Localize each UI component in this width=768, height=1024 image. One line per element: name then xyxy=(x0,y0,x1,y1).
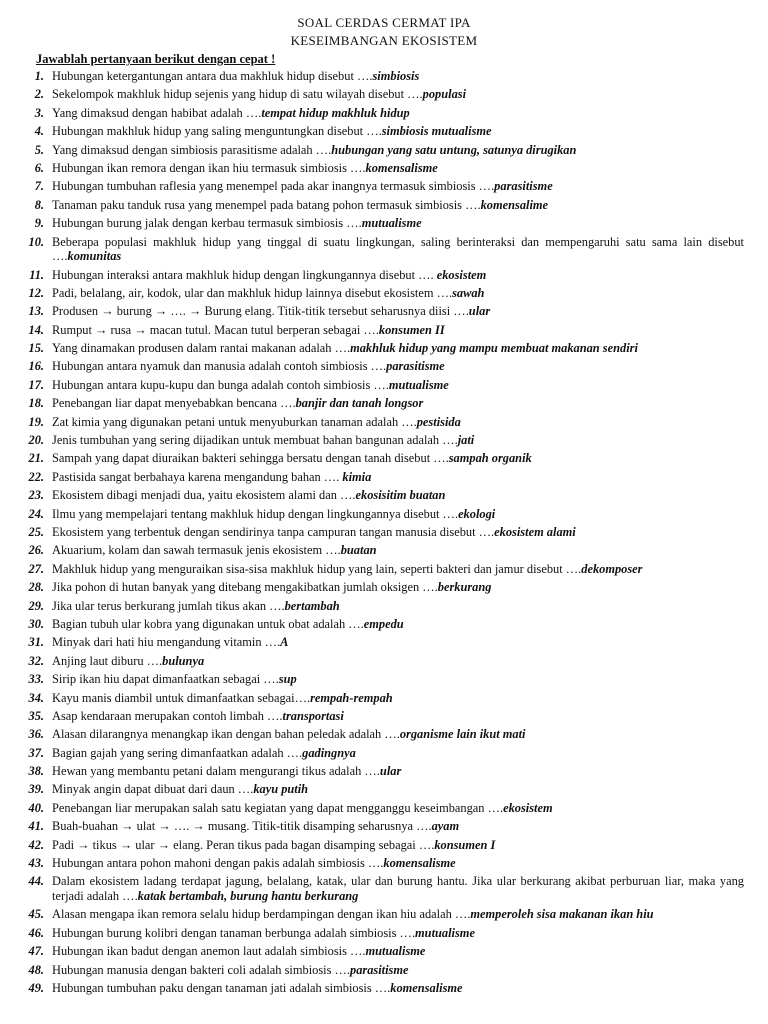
question-item xyxy=(0,487,768,505)
question-text: Makhluk hidup yang menguraikan sisa-sisa makhluk hidup yang lain, seperti bakteri dan jamur disebut …. xyxy=(52,561,582,576)
question-text: Sekelompok makhluk hidup sejenis yang hidup di satu wilayah disebut …. xyxy=(52,87,423,102)
question-body xyxy=(52,579,744,595)
question-body xyxy=(52,873,744,903)
question-body xyxy=(52,506,744,522)
question-body xyxy=(52,653,744,669)
question-number: 32. xyxy=(28,653,44,668)
question-item xyxy=(0,123,768,141)
question-item xyxy=(0,708,768,726)
question-number: 49. xyxy=(28,980,44,995)
question-number: 26. xyxy=(28,543,44,558)
question-item xyxy=(0,86,768,104)
question-text: Hubungan antara kupu-kupu dan bunga adalah contoh simbiosis …. xyxy=(52,377,389,392)
question-item xyxy=(0,763,768,781)
question-body xyxy=(52,800,744,816)
question-answer: dekomposer xyxy=(581,561,643,576)
question-text: Rumput → rusa → macan tutul. Macan tutul berperan sebagai …. xyxy=(52,322,379,337)
question-body xyxy=(52,303,744,319)
question-answer: ekologi xyxy=(458,506,496,521)
question-item xyxy=(0,542,768,560)
question-number: 19. xyxy=(28,414,44,429)
question-text: Bagian tubuh ular kobra yang digunakan untuk obat adalah …. xyxy=(52,616,364,631)
question-body xyxy=(52,105,744,121)
question-answer: pestisida xyxy=(416,414,461,429)
question-number: 8. xyxy=(34,197,44,212)
question-body xyxy=(52,763,744,779)
question-body xyxy=(52,414,744,430)
question-answer: ular xyxy=(468,304,491,319)
question-number: 28. xyxy=(28,580,44,595)
question-body xyxy=(52,726,744,742)
question-answer: rempah-rempah xyxy=(310,690,393,705)
question-text: Yang dimaksud dengan simbiosis parasitisme adalah …. xyxy=(52,142,332,157)
question-item xyxy=(0,68,768,86)
question-answer: sampah organik xyxy=(448,451,532,466)
question-body xyxy=(52,837,744,853)
question-body xyxy=(52,708,744,724)
question-text: Hubungan interaksi antara makhluk hidup dengan lingkungannya disebut …. xyxy=(52,267,437,282)
question-item xyxy=(0,267,768,285)
question-number: 42. xyxy=(28,837,44,852)
question-text: Ekosistem yang terbentuk dengan sendirinya tanpa campuran tangan manusia disebut …. xyxy=(52,524,495,539)
question-number: 22. xyxy=(28,469,44,484)
question-item xyxy=(0,671,768,689)
question-item xyxy=(0,906,768,924)
question-text: Hewan yang membantu petani dalam mengurangi tikus adalah …. xyxy=(52,764,380,779)
question-text: Akuarium, kolam dan sawah termasuk jenis ekosistem …. xyxy=(52,543,341,558)
question-answer: simbiosis xyxy=(372,69,420,83)
question-number: 34. xyxy=(28,690,44,705)
question-number: 37. xyxy=(28,745,44,760)
question-body xyxy=(52,322,744,338)
question-answer: ekosistem alami xyxy=(494,524,576,539)
question-body xyxy=(52,432,744,448)
question-body xyxy=(52,86,744,102)
question-item xyxy=(0,358,768,376)
question-number: 44. xyxy=(28,874,44,889)
question-item xyxy=(0,303,768,321)
question-number: 4. xyxy=(34,124,44,139)
question-text: Hubungan tumbuhan raflesia yang menempel pada akar inangnya termasuk simbiosis …. xyxy=(52,179,495,194)
question-text: Produsen → burung → …. → Burung elang. Titik-titik tersebut seharusnya diisi …. xyxy=(52,304,469,319)
question-text: Hubungan tumbuhan paku dengan tanaman jati adalah simbiosis …. xyxy=(52,980,391,995)
question-answer: komensalisme xyxy=(383,856,456,871)
question-body xyxy=(52,469,744,485)
question-answer: ekosistem xyxy=(436,267,487,282)
question-text: Zat kimia yang digunakan petani untuk menyuburkan tanaman adalah …. xyxy=(52,414,417,429)
question-text: Bagian gajah yang sering dimanfaatkan adalah …. xyxy=(52,745,303,760)
instruction-text: Jawablah pertanyaan berikut dengan cepat ! xyxy=(36,52,276,66)
question-answer: sup xyxy=(278,672,297,687)
question-answer: makhluk hidup yang mampu membuat makanan sendiri xyxy=(350,341,638,356)
question-answer: berkurang xyxy=(437,580,492,595)
question-answer: bulunya xyxy=(162,653,205,668)
question-answer: parasitisme xyxy=(350,962,409,977)
question-answer: mutualisme xyxy=(415,925,475,940)
question-answer: ayam xyxy=(431,819,460,834)
question-body xyxy=(52,377,744,393)
question-text: Pastisida sangat berbahaya karena mengandung bahan …. xyxy=(52,469,343,484)
question-item xyxy=(0,579,768,597)
question-text: Hubungan manusia dengan bakteri coli adalah simbiosis …. xyxy=(52,962,350,977)
question-item xyxy=(0,414,768,432)
question-answer: sawah xyxy=(452,285,485,300)
question-number: 20. xyxy=(28,433,44,448)
question-item xyxy=(0,855,768,873)
question-item xyxy=(0,962,768,980)
question-text: Hubungan antara pohon mahoni dengan pakis adalah simbiosis …. xyxy=(52,856,384,871)
question-answer: kayu putih xyxy=(253,782,309,797)
question-text: Jenis tumbuhan yang sering dijadikan untuk membuat bahan bangunan adalah …. xyxy=(52,433,458,448)
question-answer: mutualisme xyxy=(388,377,449,392)
question-item xyxy=(0,873,768,906)
question-number: 36. xyxy=(28,727,44,742)
question-number: 39. xyxy=(28,782,44,797)
question-text: Sampah yang dapat diuraikan bakteri sehingga bersatu dengan tanah disebut …. xyxy=(52,451,449,466)
question-item xyxy=(0,160,768,178)
question-number: 17. xyxy=(28,377,44,392)
question-answer: tempat hidup makhluk hidup xyxy=(261,105,410,120)
question-body xyxy=(52,197,744,213)
question-number: 18. xyxy=(28,396,44,411)
question-number: 3. xyxy=(34,105,44,120)
question-item xyxy=(0,690,768,708)
question-text: Yang dimaksud dengan habibat adalah …. xyxy=(52,105,262,120)
question-text: Padi → tikus → ular → elang. Peran tikus pada bagan disamping sebagai …. xyxy=(52,837,435,852)
question-text: Penebangan liar dapat menyebabkan bencana …. xyxy=(52,396,296,411)
question-text: Hubungan burung kolibri dengan tanaman berbunga adalah simbiosis …. xyxy=(52,925,416,940)
question-body xyxy=(52,745,744,761)
question-item xyxy=(0,432,768,450)
question-text: Ekosistem dibagi menjadi dua, yaitu ekosistem alami dan …. xyxy=(52,488,356,503)
question-number: 31. xyxy=(28,635,44,650)
question-text: Jika ular terus berkurang jumlah tikus akan …. xyxy=(52,598,285,613)
question-text: Penebangan liar merupakan salah satu kegiatan yang dapat mengganggu keseimbangan …. xyxy=(52,800,504,815)
question-number: 2. xyxy=(34,87,44,102)
question-body xyxy=(52,487,744,503)
question-body xyxy=(52,671,744,687)
question-body xyxy=(52,340,744,356)
question-answer: parasitisme xyxy=(386,359,445,374)
question-item xyxy=(0,506,768,524)
question-text: Buah-buahan → ulat → …. → musang. Titik-titik disamping seharusnya …. xyxy=(52,819,432,834)
question-body xyxy=(52,634,744,650)
question-text: Alasan dilarangnya menangkap ikan dengan bahan peledak adalah …. xyxy=(52,727,400,742)
question-item xyxy=(0,745,768,763)
question-number: 9. xyxy=(34,216,44,231)
question-answer: komensalime xyxy=(480,197,549,212)
question-number: 14. xyxy=(28,322,44,337)
question-answer: populasi xyxy=(422,87,467,102)
question-answer: organisme lain ikut mati xyxy=(399,727,526,742)
question-item xyxy=(0,322,768,340)
question-answer: hubungan yang satu untung, satunya dirugikan xyxy=(331,142,577,157)
question-number: 30. xyxy=(28,616,44,631)
question-body xyxy=(52,962,744,978)
question-item xyxy=(0,340,768,358)
question-item xyxy=(0,634,768,652)
question-answer: bertambah xyxy=(284,598,340,613)
question-list xyxy=(0,68,768,998)
question-item xyxy=(0,653,768,671)
question-answer: kimia xyxy=(342,469,372,484)
question-item xyxy=(0,142,768,160)
question-body xyxy=(52,781,744,797)
question-body xyxy=(52,285,744,301)
question-answer: ular xyxy=(379,764,402,779)
question-number: 25. xyxy=(28,524,44,539)
question-number: 48. xyxy=(28,962,44,977)
question-body xyxy=(52,616,744,632)
question-number: 13. xyxy=(28,304,44,319)
question-text: Dalam ekosistem ladang terdapat jagung, belalang, katak, ular dan burung hantu. Jika ular berkurang akibat perburuan liar, maka yang terjadi adalah …. xyxy=(52,874,744,903)
question-number: 21. xyxy=(28,451,44,466)
question-body xyxy=(52,358,744,374)
question-number: 41. xyxy=(28,819,44,834)
question-text: Anjing laut diburu …. xyxy=(52,653,163,668)
question-body xyxy=(52,142,744,158)
question-body xyxy=(52,234,744,264)
question-text: Hubungan ikan remora dengan ikan hiu termasuk simbiosis …. xyxy=(52,160,366,175)
question-answer: mutualisme xyxy=(365,944,426,959)
question-number: 43. xyxy=(28,856,44,871)
question-body xyxy=(52,524,744,540)
document-title: SOAL CERDAS CERMAT IPA xyxy=(297,15,471,30)
question-answer: jati xyxy=(457,433,475,448)
question-answer: empedu xyxy=(363,616,404,631)
question-item xyxy=(0,616,768,634)
question-number: 38. xyxy=(28,764,44,779)
question-number: 45. xyxy=(28,907,44,922)
question-number: 24. xyxy=(28,506,44,521)
question-answer: komensalisme xyxy=(390,980,463,995)
question-number: 40. xyxy=(28,800,44,815)
question-text: Hubungan ikan badut dengan anemon laut adalah simbiosis …. xyxy=(52,944,366,959)
question-answer: transportasi xyxy=(282,708,344,723)
document-subtitle: KESEIMBANGAN EKOSISTEM xyxy=(290,33,478,48)
question-item xyxy=(0,800,768,818)
question-number: 46. xyxy=(28,925,44,940)
question-answer: komunitas xyxy=(67,249,122,264)
question-number: 12. xyxy=(28,285,44,300)
question-item xyxy=(0,395,768,413)
question-number: 35. xyxy=(28,708,44,723)
question-body xyxy=(52,178,744,194)
question-number: 16. xyxy=(28,359,44,374)
question-item xyxy=(0,234,768,267)
question-body xyxy=(52,598,744,614)
question-number: 23. xyxy=(28,488,44,503)
question-body xyxy=(52,980,744,996)
question-item xyxy=(0,818,768,836)
question-item xyxy=(0,215,768,233)
question-text: Hubungan burung jalak dengan kerbau termasuk simbiosis …. xyxy=(52,216,362,231)
question-answer: banjir dan tanah longsor xyxy=(295,396,424,411)
question-body xyxy=(52,215,744,231)
question-text: Asap kendaraan merupakan contoh limbah …. xyxy=(52,708,283,723)
question-text: Alasan mengapa ikan remora selalu hidup berdampingan dengan ikan hiu adalah …. xyxy=(52,907,471,922)
question-body xyxy=(52,906,744,922)
question-answer: parasitisme xyxy=(494,179,553,194)
question-number: 47. xyxy=(28,944,44,959)
question-text: Ilmu yang mempelajari tentang makhluk hidup dengan lingkungannya disebut …. xyxy=(52,506,459,521)
question-body xyxy=(52,690,744,706)
question-body xyxy=(52,818,744,834)
question-item xyxy=(0,178,768,196)
question-answer: ekosistem xyxy=(503,800,553,815)
question-text: Minyak dari hati hiu mengandung vitamin …. xyxy=(52,635,281,650)
question-body xyxy=(52,542,744,558)
question-number: 27. xyxy=(28,561,44,576)
question-number: 15. xyxy=(28,341,44,356)
question-number: 11. xyxy=(29,267,44,282)
question-answer: mutualisme xyxy=(361,216,422,231)
question-text: Jika pohon di hutan banyak yang ditebang mengakibatkan jumlah oksigen …. xyxy=(52,580,438,595)
question-body xyxy=(52,123,744,139)
question-text: Tanaman paku tanduk rusa yang menempel pada batang pohon termasuk simbiosis …. xyxy=(52,197,481,212)
question-text: Hubungan ketergantungan antara dua makhluk hidup disebut …. xyxy=(52,69,373,83)
question-body xyxy=(52,267,744,283)
question-number: 33. xyxy=(28,672,44,687)
question-item xyxy=(0,598,768,616)
question-text: Sirip ikan hiu dapat dimanfaatkan sebagai …. xyxy=(52,672,279,687)
question-text: Kayu manis diambil untuk dimanfaatkan sebagai…. xyxy=(52,690,311,705)
question-answer: A xyxy=(280,635,289,650)
question-body xyxy=(52,68,744,84)
question-number: 6. xyxy=(34,160,44,175)
question-text: Beberapa populasi makhluk hidup yang tinggal di suatu lingkungan, saling berinteraksi dan mempengaruhi satu sama lain disebut …. xyxy=(52,234,744,264)
question-answer: gadingnya xyxy=(302,745,356,760)
question-item xyxy=(0,469,768,487)
question-answer: konsumen II xyxy=(378,322,445,337)
question-item xyxy=(0,524,768,542)
question-number: 29. xyxy=(28,598,44,613)
question-item xyxy=(0,726,768,744)
question-item xyxy=(0,837,768,855)
question-text: Yang dinamakan produsen dalam rantai makanan adalah …. xyxy=(52,341,351,356)
question-item xyxy=(0,450,768,468)
question-item xyxy=(0,197,768,215)
question-answer: katak bertambah, burung hantu berkurang xyxy=(137,888,359,903)
question-body xyxy=(52,925,744,941)
question-body xyxy=(52,450,744,466)
question-number: 1. xyxy=(34,69,44,83)
question-answer: memperoleh sisa makanan ikan hiu xyxy=(470,907,654,922)
question-number: 7. xyxy=(34,179,44,194)
question-number: 10. xyxy=(28,234,44,249)
question-body xyxy=(52,160,744,176)
question-text: Minyak angin dapat dibuat dari daun …. xyxy=(52,782,254,797)
question-answer: konsumen I xyxy=(434,837,496,852)
question-item xyxy=(0,925,768,943)
question-body xyxy=(52,943,744,959)
question-item xyxy=(0,377,768,395)
question-item xyxy=(0,285,768,303)
question-item xyxy=(0,561,768,579)
question-body xyxy=(52,561,744,577)
question-answer: buatan xyxy=(340,543,377,558)
question-body xyxy=(52,395,744,411)
question-item xyxy=(0,980,768,998)
question-answer: ekosisitim buatan xyxy=(355,488,446,503)
question-body xyxy=(52,855,744,871)
question-answer: komensalisme xyxy=(365,160,438,175)
question-item xyxy=(0,943,768,961)
question-text: Hubungan antara nyamuk dan manusia adalah contoh simbiosis …. xyxy=(52,359,387,374)
question-text: Hubungan makhluk hidup yang saling menguntungkan disebut …. xyxy=(52,124,382,139)
question-text: Padi, belalang, air, kodok, ular dan makhluk hidup lainnya disebut ekosistem …. xyxy=(52,285,453,300)
question-answer: simbiosis mutualisme xyxy=(381,124,492,139)
question-item xyxy=(0,105,768,123)
question-item xyxy=(0,781,768,799)
question-number: 5. xyxy=(34,142,44,157)
